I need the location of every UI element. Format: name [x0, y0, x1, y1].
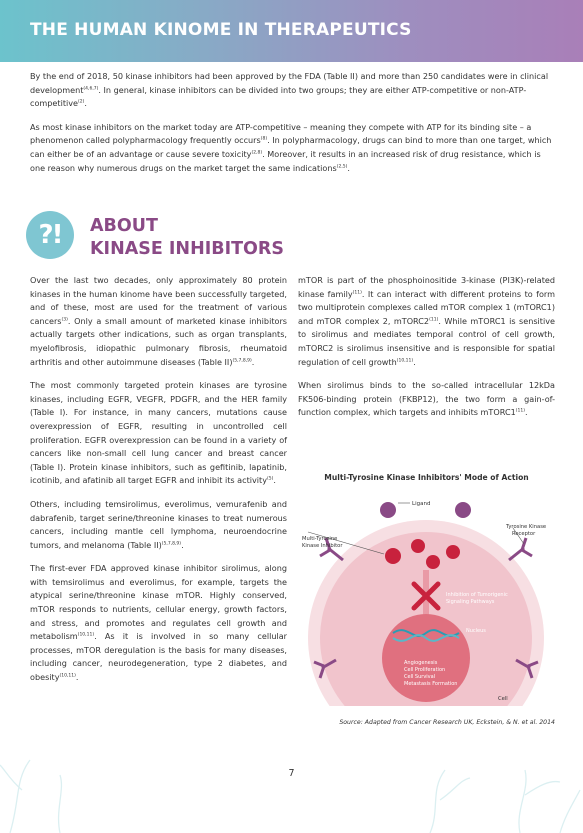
inhibitor-dot — [385, 548, 401, 564]
inhibitor-dot — [411, 539, 425, 553]
label-receptor-line2: Receptor — [512, 531, 536, 537]
label-cell: Cell — [498, 696, 508, 702]
question-exclamation-icon: ?! — [26, 211, 74, 259]
right-paragraph-1: mTOR is part of the phosphoinositide 3-kinase (PI3K)-related kinase family$^{(11)}$. It can interact with different proteins to form two multiprotein complexes called mTOR complex 1 (mTORC1) and mTOR complex 2, mTORC2$^{(11)}$. While mTORC1 is sensitive to sirolimus and mediates temporal control of cell growth, mTORC2 is sirolimus insensitive and is responsible for spatial regulation of cell growth$^{(10,11)}$. — [298, 275, 555, 367]
right-paragraph-2: When sirolimus binds to the so-called intracellular 12kDa FK506-binding protein (FKBP12), the two form a gain-of-function complex, which targets and inhibits mTORC1$^{(11)}$. — [298, 380, 555, 418]
intro-paragraph-2: As most kinase inhibitors on the market today are ATP-competitive – meaning they compete with ATP for its binding site – a phenomenon called polypharmacology frequently occurs$^{(8)}$. In polypharmacology, drugs can bind to more than one target, which can either be of an advantage or cause severe toxicity$^{(2,8)}$. Moreover, it results in an increased risk of drug resistance, which is one reason why numerous drugs on the market target the same indications$^{(2,5)}$. — [30, 121, 552, 173]
left-paragraph-3: Others, including temsirolimus, everolimus, vemurafenib and dabrafenib, target serine/threonine kinases to treat numerous cancers, including mantle cell lymphoma, neuroendocrine tumors, and melanoma (Table II)$^{(5,7,8,9)}$. — [30, 498, 287, 550]
outcome-angiogenesis: Angiogenesis — [404, 660, 438, 666]
intro-text — [30, 70, 554, 185]
left-paragraph-2: The most commonly targeted protein kinases are tyrosine kinases, including EGFR, VEGFR, PDGFR, and the HER family (Table I). For instance, in many cancers, mutations cause overexpression of EGFR, resulting in uncontrolled cell proliferation. EGFR overexpression can be found in a variety of cancers like non-small cell lung cancer and breast cancer (Table I). Protein kinase inhibitors, such as gefitinib, lapatinib, icotinib, and afatinib all target EGFR and inhibit its activity$^{(5)}$. — [30, 380, 287, 486]
figure-source: Source: Adapted from Cancer Research UK, Eckstein, & N. et al. 2014 — [339, 719, 555, 726]
figure-title: Multi-Tyrosine Kinase Inhibitors' Mode of Action — [324, 473, 529, 482]
nucleus — [382, 614, 470, 702]
label-inhibition-line2: Signaling Pathways — [446, 599, 495, 605]
right-column — [298, 274, 555, 430]
intro-paragraph-1: By the end of 2018, 50 kinase inhibitors had been approved by the FDA (Table II) and more than 250 candidates were in clinical development$^{(4,6,7)}$. In general, kinase inhibitors can be divided into two groups; they are either ATP-competitive or non-ATP-competitive$^{(2)}$. — [30, 71, 549, 109]
receptor-right — [509, 538, 532, 560]
left-paragraph-4: The first-ever FDA approved kinase inhibitor sirolimus, along with temsirolimus and everolimus, for example, targets the atypical serine/threonine kinase mTOR. Highly conserved, mTOR responds to nutrients, cellular energy, growth factors, and stress, and promotes and regulates cell growth and metabolism$^{(10,11)}$. As it is involved in so many cellular processes, mTOR deregulation is the basis for many diseases, including cancer, neurodegeneration, type 2 diabetes, and obesity$^{(10,11)}$. — [30, 563, 287, 683]
label-nucleus: Nucleus — [466, 628, 486, 634]
left-column — [30, 274, 287, 695]
page-number: 7 — [288, 768, 295, 779]
label-inhibition-line1: Inhibition of Tumorigenic — [446, 592, 508, 598]
label-inhibitor-line1: Multi-Tyrosine — [302, 536, 338, 542]
section-title: ABOUT KINASE INHIBITORS — [90, 216, 284, 259]
label-receptor-line1: Tyrosine Kinase — [506, 524, 547, 530]
ligand-dot-right — [455, 502, 471, 518]
ligand-dot-left — [380, 502, 396, 518]
left-paragraph-1: Over the last two decades, only approximately 80 protein kinases in the human kinome have been successfully targeted, and of these, most are used for the treatment of various cancers$^{(3)}$. Only a small amount of marketed kinase inhibitors actually targets other indications, such as organ transplants, myelofibrosis, idiopathic pulmonary fibrosis, rheumatoid arthritis and other autoimmune diseases (Table II)$^{(5,7,8,9)}$. — [30, 275, 287, 367]
label-inhibitor-line2: Kinase Inhibitor — [302, 543, 343, 549]
inhibitor-dot — [426, 555, 440, 569]
outcome-cell-survival: Cell Survival — [404, 674, 436, 680]
outcome-cell-proliferation: Cell Proliferation — [404, 667, 446, 673]
page-header-title: THE HUMAN KINOME IN THERAPEUTICS — [30, 20, 412, 40]
kinase-inhibitor-diagram — [298, 488, 555, 706]
outcome-metastasis: Metastasis Formation — [404, 681, 458, 687]
label-ligand: Ligand — [412, 501, 431, 507]
inhibitor-dot — [446, 545, 460, 559]
